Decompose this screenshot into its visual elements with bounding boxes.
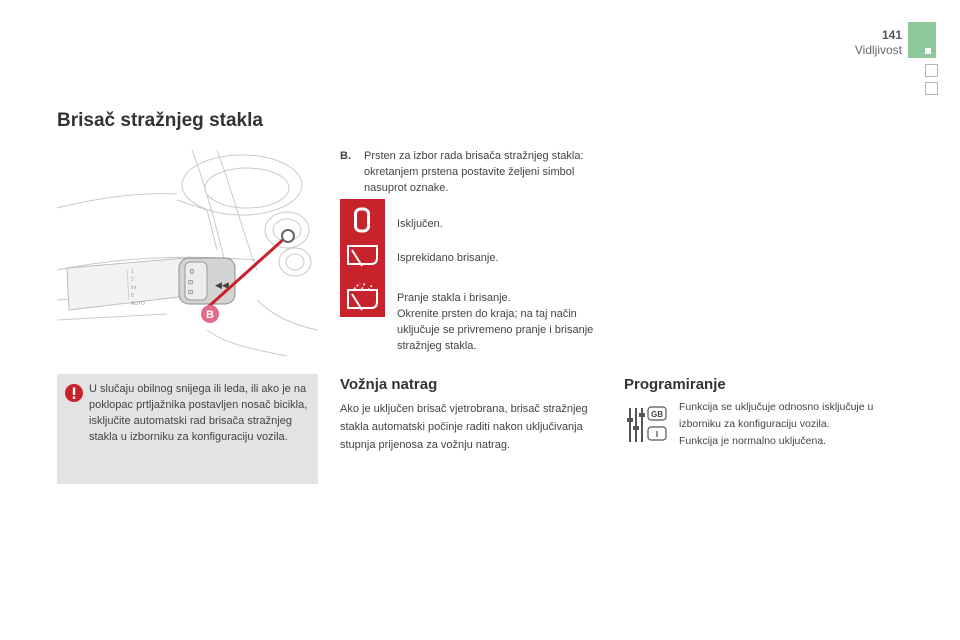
svg-text:int: int — [131, 285, 137, 291]
zero-off-icon — [340, 205, 385, 235]
ring-description: Prsten za izbor rada brisača stražnjeg stakla: okretanjem prstena postavite željeni simbol nasuprot oznake. — [364, 150, 584, 194]
warning-text: U slučaju obilnog snijega ili leda, ili ako je na poklopac prtljažnika postavljen nosač bicikla, isključite automatski rad brisača stražnjeg stakla u izborniku za konfiguraciju vozila. — [89, 383, 308, 443]
page-title: Brisač stražnjeg stakla — [57, 110, 263, 131]
programming-heading: Programiranje — [624, 376, 726, 393]
icon-label-i: I — [655, 430, 659, 439]
mode-off-label: Isključen. — [397, 218, 443, 230]
icon-label-gb: GB — [651, 410, 663, 419]
steering-column-illustration — [57, 150, 318, 356]
rear-wash-wipe-icon — [340, 280, 385, 312]
reverse-heading: Vožnja natrag — [340, 376, 438, 393]
svg-text:0: 0 — [131, 293, 134, 299]
svg-text:2: 2 — [131, 277, 134, 283]
page-number: 141 — [881, 28, 902, 42]
svg-text:◀◀: ◀◀ — [215, 280, 229, 290]
svg-text:0: 0 — [190, 269, 194, 276]
svg-text:B: B — [206, 309, 214, 321]
svg-text:AUTO: AUTO — [131, 301, 145, 307]
section-name: Vidljivost — [854, 43, 902, 57]
section-tab-active[interactable] — [908, 22, 936, 58]
svg-text:1: 1 — [131, 269, 134, 275]
section-tab[interactable] — [925, 82, 938, 95]
mode-wash-label: Pranje stakla i brisanje. — [397, 292, 511, 304]
mode-wash-detail: Okrenite prsten do kraja; na taj način uključuje se privremeno pranje i brisanje stražnjeg stakla. — [397, 308, 594, 352]
programming-text — [679, 399, 899, 450]
svg-text:⊡: ⊡ — [188, 290, 194, 296]
reverse-text: Ako je uključen brisač vjetrobrana, brisač stražnjeg stakla automatski počinje raditi nakon uključivanja stupnja prijenosa za vožnju natrag. — [340, 403, 588, 451]
programming-line-1: Funkcija se uključuje odnosno isključuje u izborniku za konfiguraciju vozila. — [679, 401, 874, 430]
exclamation-warning-icon — [64, 383, 84, 403]
callout-letter: B. — [340, 150, 351, 162]
svg-text:⊡: ⊡ — [188, 280, 194, 286]
programming-line-2: Funkcija je normalno uključena. — [679, 435, 827, 447]
active-dot-icon — [925, 48, 931, 54]
rear-wiper-icon — [340, 242, 385, 270]
section-tab[interactable] — [925, 64, 938, 77]
configuration-menu-icon — [624, 404, 670, 444]
mode-intermittent-label: Isprekidano brisanje. — [397, 252, 499, 264]
